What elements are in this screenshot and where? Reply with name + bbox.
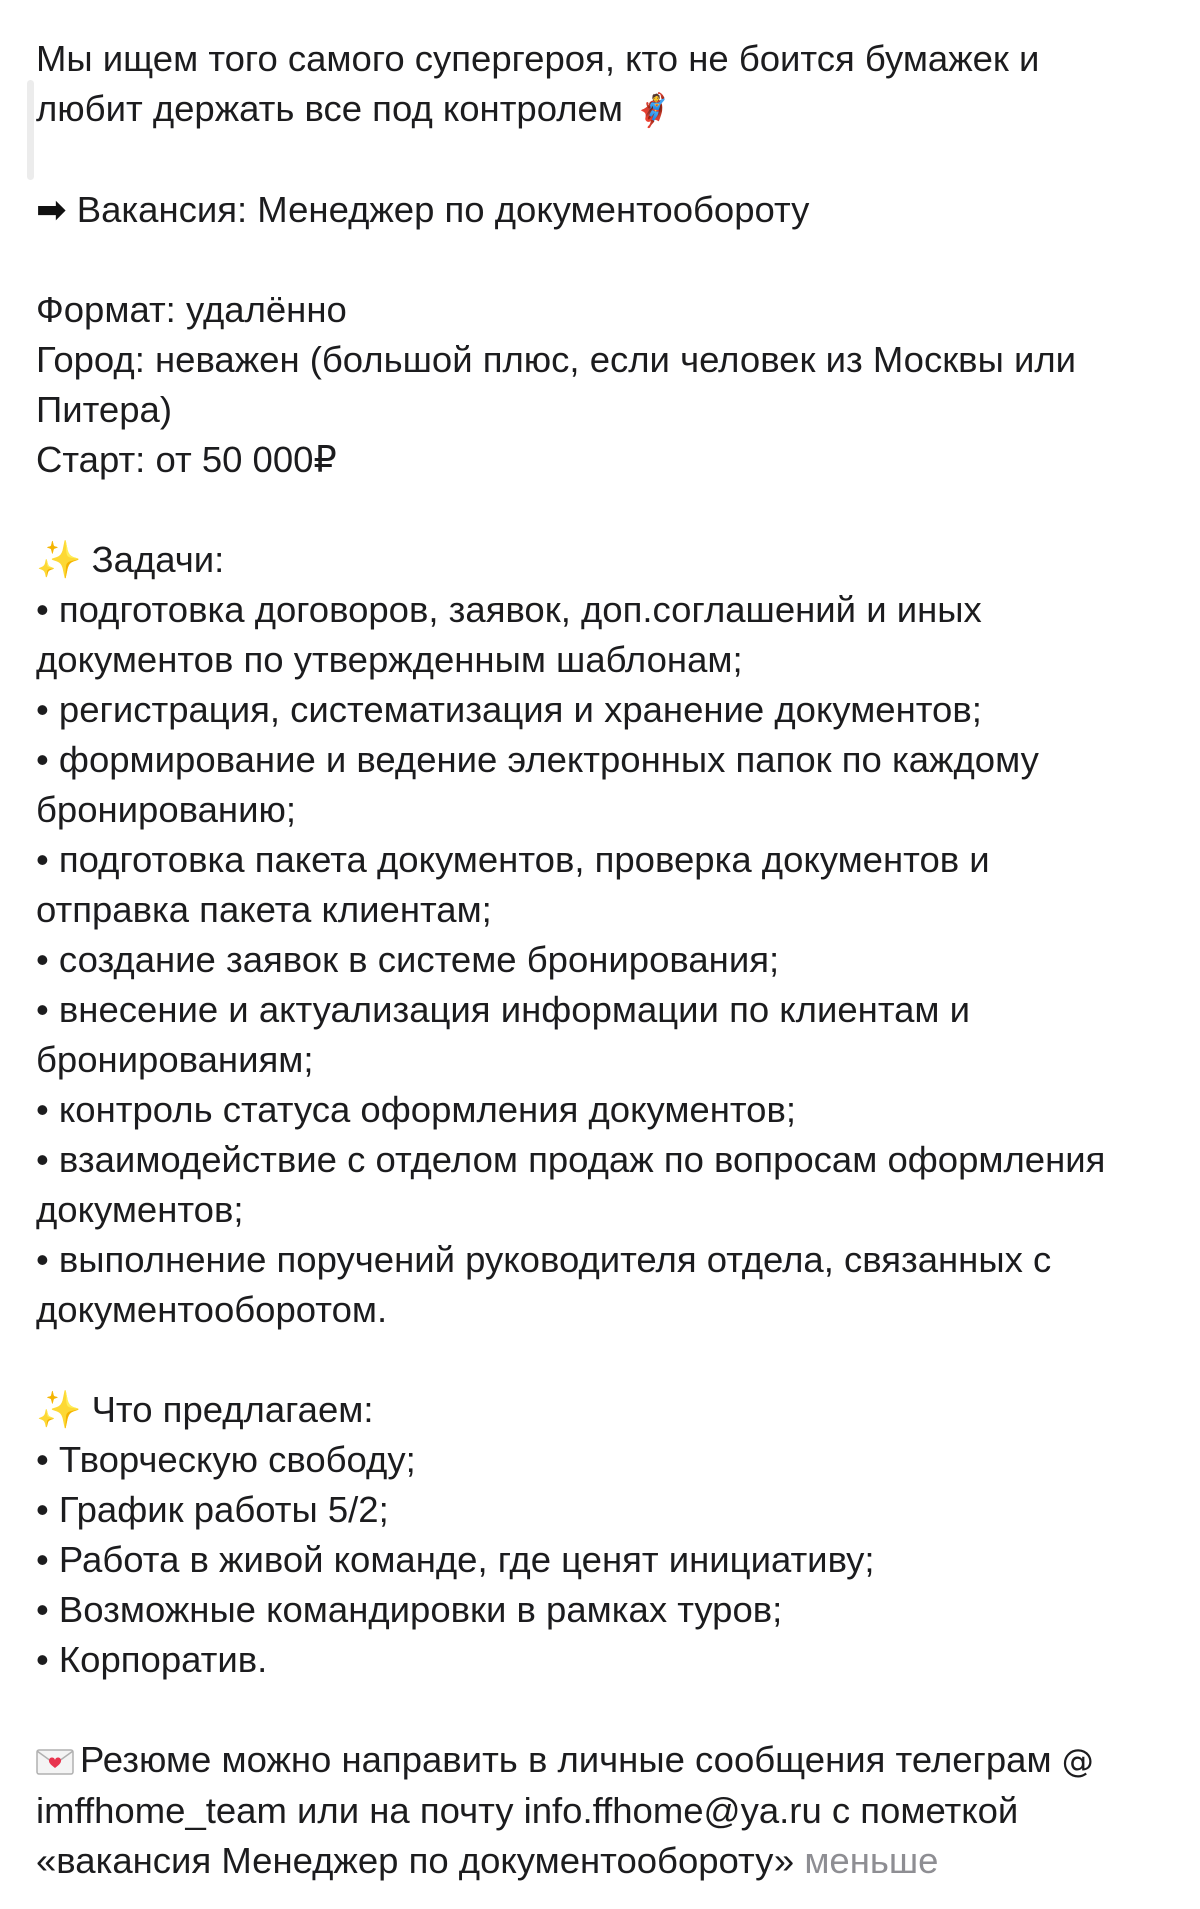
intro-line-1: Мы ищем того самого супергероя, кто не боится бумажек и (36, 38, 1040, 79)
offer-item: • Корпоратив. (36, 1639, 268, 1680)
superhero-emoji-icon: 🦸 (633, 91, 673, 129)
love-letter-icon (36, 1749, 74, 1775)
tasks-heading: ✨ Задачи: (36, 535, 1166, 585)
scroll-indicator[interactable] (27, 80, 34, 180)
task-item-continuation: документооборотом. (36, 1289, 388, 1330)
task-item: • контроль статуса оформления документов; (36, 1089, 797, 1130)
contact-line-2: imffhome_team или на почту info.ffhome@ya.ru с пометкой (36, 1790, 1019, 1831)
vacancy-post (36, 34, 1166, 1886)
task-item: • внесение и актуализация информации по клиентам и (36, 989, 971, 1030)
task-item: • подготовка договоров, заявок, доп.соглашений и иных (36, 589, 982, 630)
vacancy-title: ➡ Вакансия: Менеджер по документообороту (36, 188, 810, 231)
spacer (36, 1685, 1166, 1735)
sparkles-icon: ✨ (36, 538, 82, 581)
city-line-2: Питера) (36, 389, 172, 430)
offers-list (36, 1435, 1166, 1685)
threads-at-icon[interactable]: @ (1061, 1742, 1094, 1780)
task-item-continuation: документов; (36, 1189, 244, 1230)
right-arrow-icon: ➡ (36, 188, 67, 231)
spacer (36, 135, 1166, 185)
format-line: Формат: удалённо (36, 289, 347, 330)
task-item-continuation: документов по утвержденным шаблонам; (36, 639, 743, 680)
intro-line-2: любит держать все под контролем 🦸 (36, 84, 1166, 135)
offer-item: • Творческую свободу; (36, 1439, 416, 1480)
task-item: • взаимодействие с отделом продаж по вопросам оформления (36, 1139, 1106, 1180)
salary-line: Старт: от 50 000₽ (36, 439, 337, 480)
show-less-link[interactable]: меньше (804, 1840, 939, 1881)
spacer (36, 485, 1166, 535)
offer-item: • Возможные командировки в рамках туров; (36, 1589, 783, 1630)
sparkles-icon: ✨ (36, 1388, 82, 1431)
city-line-1: Город: неважен (большой плюс, если человек из Москвы или (36, 339, 1077, 380)
task-item: • формирование и ведение электронных папок по каждому (36, 739, 1039, 780)
task-item: • подготовка пакета документов, проверка документов и (36, 839, 990, 880)
task-item: • выполнение поручений руководителя отдела, связанных с (36, 1239, 1052, 1280)
tasks-list (36, 585, 1166, 1335)
offer-heading: ✨ Что предлагаем: (36, 1385, 1166, 1435)
contact-line-3: «вакансия Менеджер по документообороту» меньше (36, 1840, 939, 1881)
offer-item: • Работа в живой команде, где ценят инициативу; (36, 1539, 875, 1580)
contact-line-1: Резюме можно направить в личные сообщения телеграм @ (36, 1735, 1166, 1786)
task-item-continuation: отправка пакета клиентам; (36, 889, 492, 930)
task-item: • регистрация, систематизация и хранение документов; (36, 689, 982, 730)
spacer (36, 235, 1166, 285)
spacer (36, 1335, 1166, 1385)
task-item: • создание заявок в системе бронирования; (36, 939, 780, 980)
task-item-continuation: бронированию; (36, 789, 296, 830)
task-item-continuation: бронированиям; (36, 1039, 314, 1080)
offer-item: • График работы 5/2; (36, 1489, 389, 1530)
